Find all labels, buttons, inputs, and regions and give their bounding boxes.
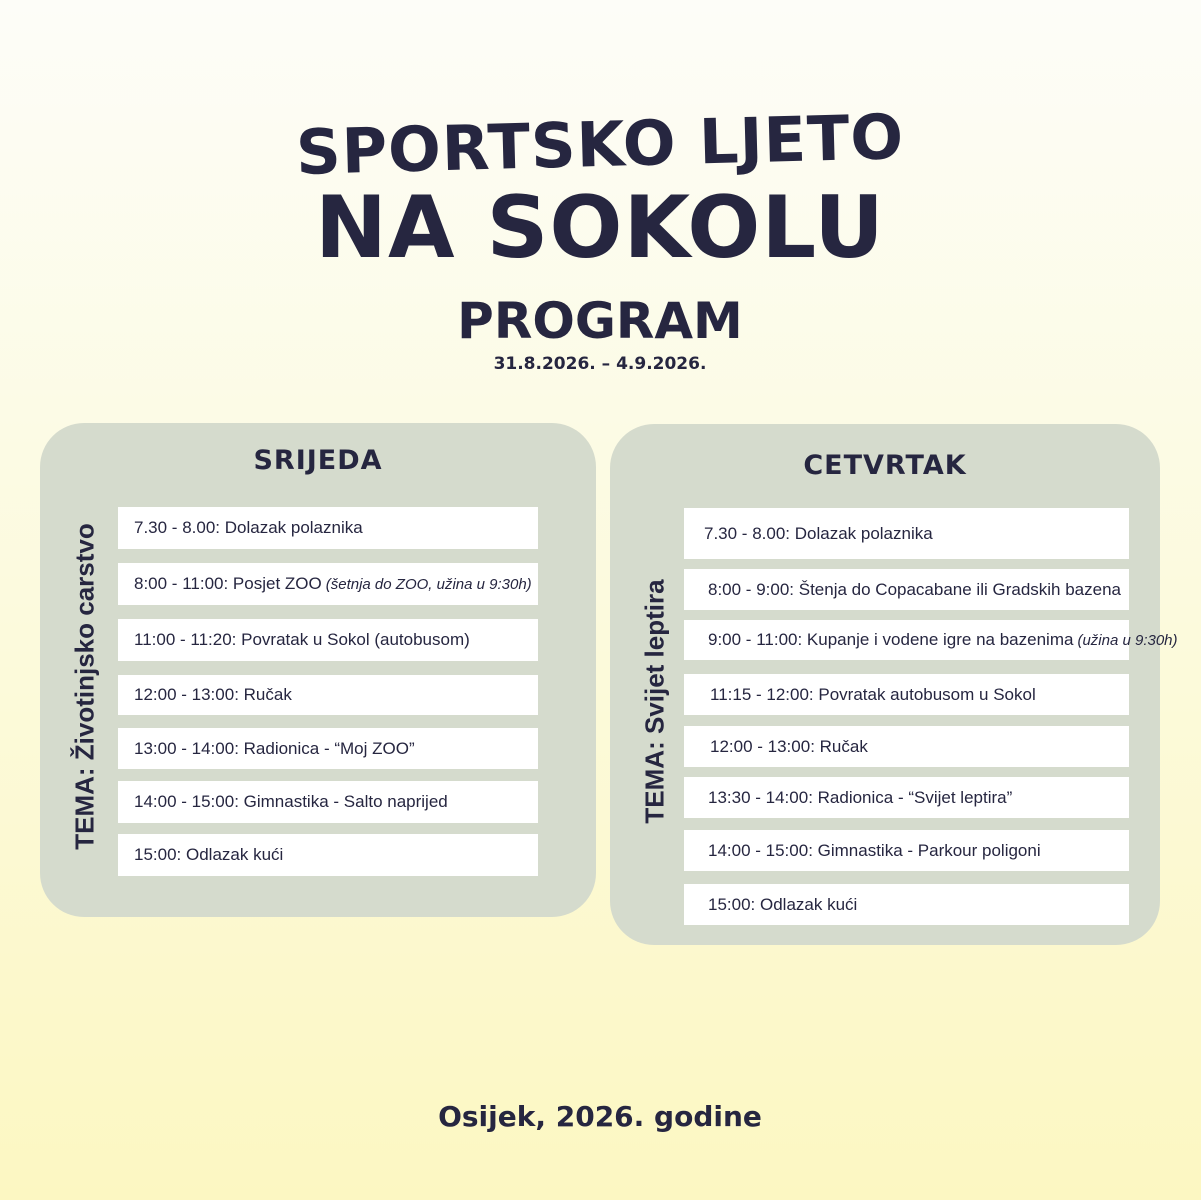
list-item: 12:00 - 13:00: Ručak xyxy=(118,675,538,715)
day-theme: TEMA: Životinjsko carstvo xyxy=(69,523,100,850)
footer-location-year: Osijek, 2026. godine xyxy=(438,1100,762,1133)
list-item: 13:00 - 14:00: Radionica - “Moj ZOO” xyxy=(118,728,538,769)
day-title: CETVRTAK xyxy=(803,450,967,481)
title-line-1: SPORTSKO LJETO xyxy=(295,100,905,189)
date-range: 31.8.2026. – 4.9.2026. xyxy=(493,354,707,374)
day-panel-cetvrtak xyxy=(610,424,1178,945)
list-item: 14:00 - 15:00: Gimnastika - Parkour poligoni xyxy=(684,830,1129,871)
list-item: 8:00 - 9:00: Štenja do Copacabane ili Gradskih bazena xyxy=(684,569,1129,610)
list-item: 13:30 - 14:00: Radionica - “Svijet leptira” xyxy=(684,777,1129,818)
list-item: 7.30 - 8.00: Dolazak polaznika xyxy=(684,508,1129,559)
list-item: 8:00 - 11:00: Posjet ZOO (šetnja do ZOO, užina u 9:30h) xyxy=(118,563,538,605)
list-item: 9:00 - 11:00: Kupanje i vodene igre na bazenima (užina u 9:30h) xyxy=(684,620,1129,660)
list-item: 12:00 - 13:00: Ručak xyxy=(684,726,1129,767)
list-item: 14:00 - 15:00: Gimnastika - Salto naprijed xyxy=(118,781,538,823)
list-item: 15:00: Odlazak kući xyxy=(684,884,1129,925)
day-title: SRIJEDA xyxy=(253,445,383,476)
list-item: 11:00 - 11:20: Povratak u Sokol (autobusom) xyxy=(118,619,538,661)
day-panel-srijeda xyxy=(40,423,596,917)
item-note: (užina u 9:30h) xyxy=(1077,631,1178,649)
title-line-2: NA SOKOLU xyxy=(315,178,885,278)
list-item: 7.30 - 8.00: Dolazak polaznika xyxy=(118,507,538,549)
program-heading: PROGRAM xyxy=(457,292,743,350)
day-theme: TEMA: Svijet leptira xyxy=(639,579,670,824)
item-note: (šetnja do ZOO, užina u 9:30h) xyxy=(325,575,532,593)
list-item: 15:00: Odlazak kući xyxy=(118,834,538,876)
list-item: 11:15 - 12:00: Povratak autobusom u Sokol xyxy=(684,674,1129,715)
